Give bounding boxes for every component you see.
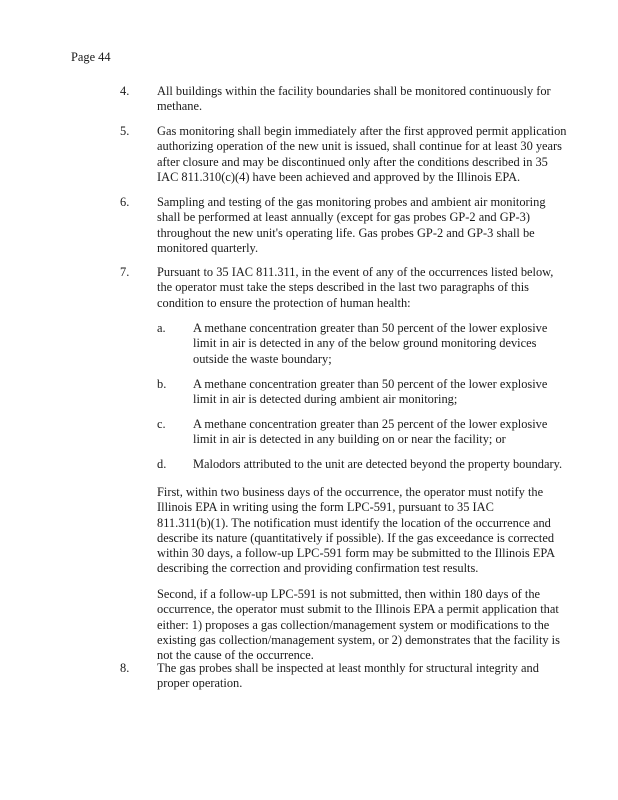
item-text [157,84,551,115]
item-number: d. [157,457,167,471]
text-line: shall be performed at least annually (except for gas probes GP-2 and GP-3) [157,210,530,225]
text-line: Malodors attributed to the unit are detected beyond the property boundary. [193,457,563,471]
text-line: All buildings within the facility boundaries shall be monitored continuously for [157,84,551,98]
item-text [193,321,547,367]
item-number: a. [157,321,166,335]
text-line: condition to ensure the protection of human health: [157,295,411,310]
text-line: Second, if a follow-up LPC-591 is not submitted, then within 180 days of the [157,587,541,601]
item-text [193,457,562,472]
text-line: 811.311(b)(1). The notification must identify the location of the occurrence and [157,515,551,530]
text-line: outside the waste boundary; [193,351,332,366]
item-number: 4. [120,84,130,98]
item-number: c. [157,417,166,431]
text-line: limit in air is detected during ambient air monitoring; [193,392,458,407]
text-line: Sampling and testing of the gas monitoring probes and ambient air monitoring [157,195,546,209]
text-line: Gas monitoring shall begin immediately after the first approved permit application [157,124,567,138]
item-text [193,377,547,408]
item-text [157,195,546,256]
text-line: describing the correction and providing confirmation test results. [157,561,479,576]
item-text [157,587,560,663]
item-text [157,485,555,577]
text-line: existing gas collection/management system, or 2) demonstrates that the facility is [157,632,560,647]
item-number: b. [157,377,167,391]
text-line: limit in air is detected in any of the below ground monitoring devices [193,336,537,351]
text-line: occurrence, the operator must submit to the Illinois EPA a permit application that [157,602,559,617]
page-number: Page 44 [71,50,111,64]
item-text [157,661,539,692]
text-line: Illinois EPA in writing using the form LPC-591, pursuant to 35 IAC [157,500,494,515]
text-line: not the cause of the occurrence. [157,648,314,663]
text-line: the operator must take the steps described in the last two paragraphs of this [157,280,529,295]
text-line: A methane concentration greater than 50 percent of the lower explosive [193,321,548,335]
item-number: 5. [120,124,130,138]
text-line: authorizing operation of the new unit is issued, shall continue for at least 30 years [157,139,563,154]
text-line: limit in air is detected in any building on or near the facility; or [193,432,506,447]
item-text [193,417,547,448]
text-line: IAC 811.310(c)(4) have been achieved and approved by the Illinois EPA. [157,169,521,184]
item-text [157,124,566,185]
text-line: methane. [157,99,203,114]
text-line: within 30 days, a follow-up LPC-591 form may be submitted to the Illinois EPA [157,546,556,561]
text-line: First, within two business days of the occurrence, the operator must notify the [157,485,544,499]
item-number: 6. [120,195,130,209]
text-line: A methane concentration greater than 50 percent of the lower explosive [193,377,548,391]
text-line: monitored quarterly. [157,240,259,255]
text-line: A methane concentration greater than 25 percent of the lower explosive [193,417,548,431]
text-line: proper operation. [157,676,243,691]
text-line: throughout the new unit's operating life. Gas probes GP-2 and GP-3 shall be [157,225,535,240]
item-text [157,265,553,311]
item-number: 7. [120,265,130,279]
text-line: describe its nature (quantitatively if possible). If the gas exceedance is corrected [157,530,555,545]
text-line: either: 1) proposes a gas collection/management system or modifications to the [157,617,550,632]
item-number: 8. [120,661,130,675]
text-line: after closure and may be discontinued only after the conditions described in 35 [157,154,548,169]
text-line: Pursuant to 35 IAC 811.311, in the event of any of the occurrences listed below, [157,265,554,279]
text-line: The gas probes shall be inspected at least monthly for structural integrity and [157,661,539,675]
